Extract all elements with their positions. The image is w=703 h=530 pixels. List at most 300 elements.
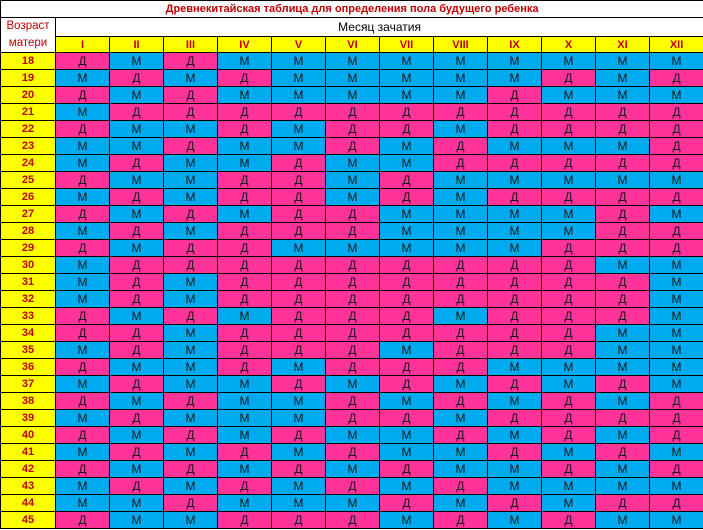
- boy-cell: М: [56, 70, 110, 87]
- girl-cell: Д: [488, 257, 542, 274]
- month-group-header: Месяц зачатия: [56, 18, 703, 37]
- girl-cell: Д: [488, 274, 542, 291]
- boy-cell: М: [110, 138, 164, 155]
- boy-cell: М: [650, 172, 703, 189]
- boy-cell: М: [488, 172, 542, 189]
- girl-cell: Д: [218, 512, 272, 529]
- girl-cell: Д: [542, 325, 596, 342]
- month-header-cell: III: [164, 37, 218, 53]
- month-header-cell: VIII: [434, 37, 488, 53]
- boy-cell: М: [218, 138, 272, 155]
- boy-cell: М: [326, 240, 380, 257]
- boy-cell: М: [56, 478, 110, 495]
- girl-cell: Д: [596, 155, 650, 172]
- boy-cell: М: [596, 325, 650, 342]
- mother-age-cell: 35: [1, 342, 56, 359]
- girl-cell: Д: [326, 121, 380, 138]
- boy-cell: М: [326, 376, 380, 393]
- girl-cell: Д: [542, 427, 596, 444]
- table-row: [1, 495, 703, 512]
- girl-cell: Д: [326, 223, 380, 240]
- boy-cell: М: [380, 138, 434, 155]
- girl-cell: Д: [650, 223, 703, 240]
- girl-cell: Д: [380, 325, 434, 342]
- girl-cell: Д: [326, 325, 380, 342]
- boy-cell: М: [272, 444, 326, 461]
- girl-cell: Д: [326, 342, 380, 359]
- boy-cell: М: [542, 53, 596, 70]
- girl-cell: Д: [434, 393, 488, 410]
- boy-cell: М: [218, 206, 272, 223]
- girl-cell: Д: [596, 376, 650, 393]
- boy-cell: М: [326, 461, 380, 478]
- boy-cell: М: [488, 427, 542, 444]
- girl-cell: Д: [434, 342, 488, 359]
- boy-cell: М: [380, 206, 434, 223]
- boy-cell: М: [272, 138, 326, 155]
- boy-cell: М: [326, 155, 380, 172]
- table-row: [1, 155, 703, 172]
- boy-cell: М: [326, 427, 380, 444]
- table-row: [1, 274, 703, 291]
- girl-cell: Д: [650, 240, 703, 257]
- table-row: [1, 189, 703, 206]
- boy-cell: М: [164, 274, 218, 291]
- boy-cell: М: [434, 410, 488, 427]
- boy-cell: М: [110, 427, 164, 444]
- girl-cell: Д: [110, 410, 164, 427]
- girl-cell: Д: [488, 495, 542, 512]
- mother-age-cell: 45: [1, 512, 56, 529]
- boy-cell: М: [434, 87, 488, 104]
- table-row: [1, 257, 703, 274]
- girl-cell: Д: [272, 206, 326, 223]
- boy-cell: М: [596, 87, 650, 104]
- mother-age-cell: 21: [1, 104, 56, 121]
- boy-cell: М: [380, 223, 434, 240]
- girl-cell: Д: [56, 240, 110, 257]
- boy-cell: М: [326, 495, 380, 512]
- table-row: [1, 206, 703, 223]
- mother-age-cell: 43: [1, 478, 56, 495]
- boy-cell: М: [434, 461, 488, 478]
- girl-cell: Д: [218, 291, 272, 308]
- girl-cell: Д: [596, 308, 650, 325]
- table-row: [1, 87, 703, 104]
- girl-cell: Д: [218, 478, 272, 495]
- girl-cell: Д: [164, 495, 218, 512]
- boy-cell: М: [110, 461, 164, 478]
- boy-cell: М: [434, 495, 488, 512]
- months-row: [1, 37, 703, 53]
- boy-cell: М: [596, 70, 650, 87]
- boy-cell: М: [164, 410, 218, 427]
- boy-cell: М: [272, 70, 326, 87]
- girl-cell: Д: [542, 291, 596, 308]
- boy-cell: М: [56, 274, 110, 291]
- girl-cell: Д: [56, 53, 110, 70]
- girl-cell: Д: [380, 410, 434, 427]
- girl-cell: Д: [542, 70, 596, 87]
- girl-cell: Д: [326, 206, 380, 223]
- girl-cell: Д: [380, 189, 434, 206]
- boy-cell: М: [272, 240, 326, 257]
- boy-cell: М: [218, 376, 272, 393]
- girl-cell: Д: [542, 189, 596, 206]
- girl-cell: Д: [650, 138, 703, 155]
- boy-cell: М: [56, 444, 110, 461]
- girl-cell: Д: [272, 155, 326, 172]
- mother-age-cell: 27: [1, 206, 56, 223]
- girl-cell: Д: [596, 495, 650, 512]
- boy-cell: М: [650, 325, 703, 342]
- boy-cell: М: [596, 512, 650, 529]
- girl-cell: Д: [596, 240, 650, 257]
- boy-cell: М: [164, 342, 218, 359]
- table-row: [1, 53, 703, 70]
- boy-cell: М: [380, 444, 434, 461]
- girl-cell: Д: [650, 104, 703, 121]
- girl-cell: Д: [488, 444, 542, 461]
- boy-cell: М: [650, 342, 703, 359]
- girl-cell: Д: [596, 444, 650, 461]
- girl-cell: Д: [272, 189, 326, 206]
- table-row: [1, 138, 703, 155]
- girl-cell: Д: [164, 138, 218, 155]
- girl-cell: Д: [326, 478, 380, 495]
- girl-cell: Д: [326, 359, 380, 376]
- girl-cell: Д: [650, 427, 703, 444]
- mother-age-cell: 37: [1, 376, 56, 393]
- month-header-cell: XI: [596, 37, 650, 53]
- girl-cell: Д: [164, 461, 218, 478]
- boy-cell: М: [488, 206, 542, 223]
- boy-cell: М: [488, 393, 542, 410]
- girl-cell: Д: [56, 359, 110, 376]
- girl-cell: Д: [272, 342, 326, 359]
- girl-cell: Д: [272, 308, 326, 325]
- boy-cell: М: [596, 257, 650, 274]
- table-row: [1, 240, 703, 257]
- girl-cell: Д: [110, 104, 164, 121]
- girl-cell: Д: [488, 104, 542, 121]
- boy-cell: М: [434, 223, 488, 240]
- boy-cell: М: [596, 53, 650, 70]
- boy-cell: М: [272, 87, 326, 104]
- girl-cell: Д: [272, 512, 326, 529]
- girl-cell: Д: [434, 359, 488, 376]
- girl-cell: Д: [110, 70, 164, 87]
- girl-cell: Д: [380, 359, 434, 376]
- girl-cell: Д: [542, 512, 596, 529]
- girl-cell: Д: [272, 325, 326, 342]
- boy-cell: М: [434, 189, 488, 206]
- table-body: [1, 1, 703, 529]
- boy-cell: М: [488, 240, 542, 257]
- boy-cell: М: [56, 291, 110, 308]
- boy-cell: М: [164, 512, 218, 529]
- boy-cell: М: [434, 240, 488, 257]
- girl-cell: Д: [164, 87, 218, 104]
- boy-cell: М: [326, 172, 380, 189]
- girl-cell: Д: [326, 291, 380, 308]
- boy-cell: М: [218, 53, 272, 70]
- girl-cell: Д: [488, 325, 542, 342]
- month-header-cell: XII: [650, 37, 703, 53]
- boy-cell: М: [164, 155, 218, 172]
- girl-cell: Д: [110, 291, 164, 308]
- boy-cell: М: [596, 393, 650, 410]
- boy-cell: М: [56, 342, 110, 359]
- girl-cell: Д: [380, 308, 434, 325]
- boy-cell: М: [650, 512, 703, 529]
- boy-cell: М: [110, 495, 164, 512]
- girl-cell: Д: [488, 410, 542, 427]
- boy-cell: М: [542, 495, 596, 512]
- boy-cell: М: [434, 121, 488, 138]
- girl-cell: Д: [434, 155, 488, 172]
- boy-cell: М: [488, 70, 542, 87]
- boy-cell: М: [164, 325, 218, 342]
- boy-cell: М: [542, 87, 596, 104]
- girl-cell: Д: [380, 495, 434, 512]
- boy-cell: М: [272, 393, 326, 410]
- mother-age-cell: 28: [1, 223, 56, 240]
- girl-cell: Д: [596, 104, 650, 121]
- girl-cell: Д: [164, 308, 218, 325]
- mother-age-cell: 38: [1, 393, 56, 410]
- girl-cell: Д: [164, 240, 218, 257]
- mother-age-cell: 33: [1, 308, 56, 325]
- boy-cell: М: [56, 138, 110, 155]
- boy-cell: М: [542, 206, 596, 223]
- girl-cell: Д: [110, 376, 164, 393]
- girl-cell: Д: [380, 376, 434, 393]
- boy-cell: М: [488, 138, 542, 155]
- girl-cell: Д: [542, 121, 596, 138]
- boy-cell: М: [218, 410, 272, 427]
- boy-cell: М: [56, 189, 110, 206]
- girl-cell: Д: [380, 104, 434, 121]
- boy-cell: М: [272, 478, 326, 495]
- boy-cell: М: [650, 376, 703, 393]
- girl-cell: Д: [380, 172, 434, 189]
- boy-cell: М: [488, 512, 542, 529]
- girl-cell: Д: [272, 223, 326, 240]
- girl-cell: Д: [650, 70, 703, 87]
- boy-cell: М: [218, 308, 272, 325]
- girl-cell: Д: [56, 206, 110, 223]
- boy-cell: М: [110, 53, 164, 70]
- girl-cell: Д: [542, 342, 596, 359]
- girl-cell: Д: [434, 138, 488, 155]
- boy-cell: М: [650, 291, 703, 308]
- boy-cell: М: [164, 172, 218, 189]
- girl-cell: Д: [542, 308, 596, 325]
- boy-cell: М: [380, 70, 434, 87]
- girl-cell: Д: [272, 257, 326, 274]
- table-row: [1, 342, 703, 359]
- girl-cell: Д: [650, 393, 703, 410]
- boy-cell: М: [650, 444, 703, 461]
- girl-cell: Д: [488, 291, 542, 308]
- girl-cell: Д: [326, 444, 380, 461]
- mother-age-cell: 20: [1, 87, 56, 104]
- boy-cell: М: [380, 393, 434, 410]
- girl-cell: Д: [56, 87, 110, 104]
- boy-cell: М: [218, 155, 272, 172]
- table-row: [1, 427, 703, 444]
- boy-cell: М: [650, 274, 703, 291]
- boy-cell: М: [164, 223, 218, 240]
- girl-cell: Д: [434, 325, 488, 342]
- girl-cell: Д: [110, 189, 164, 206]
- girl-cell: Д: [56, 172, 110, 189]
- boy-cell: М: [218, 495, 272, 512]
- boy-cell: М: [380, 155, 434, 172]
- boy-cell: М: [110, 87, 164, 104]
- girl-cell: Д: [650, 155, 703, 172]
- table-row: [1, 325, 703, 342]
- girl-cell: Д: [272, 427, 326, 444]
- boy-cell: М: [326, 189, 380, 206]
- girl-cell: Д: [164, 393, 218, 410]
- boy-cell: М: [218, 393, 272, 410]
- month-header-cell: X: [542, 37, 596, 53]
- mother-age-cell: 18: [1, 53, 56, 70]
- girl-cell: Д: [542, 393, 596, 410]
- boy-cell: М: [542, 376, 596, 393]
- girl-cell: Д: [56, 325, 110, 342]
- boy-cell: М: [596, 461, 650, 478]
- boy-cell: М: [164, 444, 218, 461]
- girl-cell: Д: [218, 325, 272, 342]
- boy-cell: М: [164, 478, 218, 495]
- table-row: [1, 223, 703, 240]
- girl-cell: Д: [326, 104, 380, 121]
- boy-cell: М: [488, 53, 542, 70]
- mother-age-cell: 36: [1, 359, 56, 376]
- boy-cell: М: [56, 376, 110, 393]
- boy-cell: М: [380, 512, 434, 529]
- girl-cell: Д: [650, 410, 703, 427]
- girl-cell: Д: [488, 121, 542, 138]
- boy-cell: М: [56, 410, 110, 427]
- boy-cell: М: [164, 376, 218, 393]
- boy-cell: М: [326, 87, 380, 104]
- boy-cell: М: [56, 223, 110, 240]
- boy-cell: М: [272, 53, 326, 70]
- girl-cell: Д: [434, 427, 488, 444]
- table-row: [1, 512, 703, 529]
- girl-cell: Д: [218, 274, 272, 291]
- table-row: [1, 376, 703, 393]
- boy-cell: М: [434, 308, 488, 325]
- mother-age-cell: 32: [1, 291, 56, 308]
- table-title: Древнекитайская таблица для определения пола будущего ребенка: [1, 1, 703, 18]
- month-header-cell: I: [56, 37, 110, 53]
- girl-cell: Д: [542, 410, 596, 427]
- mother-age-cell: 31: [1, 274, 56, 291]
- boy-cell: М: [164, 359, 218, 376]
- girl-cell: Д: [380, 291, 434, 308]
- girl-cell: Д: [110, 342, 164, 359]
- girl-cell: Д: [650, 461, 703, 478]
- boy-cell: М: [272, 495, 326, 512]
- boy-cell: М: [110, 240, 164, 257]
- girl-cell: Д: [272, 104, 326, 121]
- boy-cell: М: [56, 104, 110, 121]
- boy-cell: М: [488, 359, 542, 376]
- girl-cell: Д: [326, 512, 380, 529]
- boy-cell: М: [434, 172, 488, 189]
- boy-cell: М: [542, 478, 596, 495]
- month-header-cell: IV: [218, 37, 272, 53]
- girl-cell: Д: [596, 291, 650, 308]
- boy-cell: М: [488, 478, 542, 495]
- girl-cell: Д: [56, 393, 110, 410]
- girl-cell: Д: [434, 512, 488, 529]
- girl-cell: Д: [434, 257, 488, 274]
- boy-cell: М: [272, 121, 326, 138]
- month-header-cell: VI: [326, 37, 380, 53]
- girl-cell: Д: [272, 172, 326, 189]
- girl-cell: Д: [596, 189, 650, 206]
- boy-cell: М: [326, 53, 380, 70]
- girl-cell: Д: [272, 376, 326, 393]
- girl-cell: Д: [596, 223, 650, 240]
- boy-cell: М: [110, 308, 164, 325]
- mother-age-cell: 30: [1, 257, 56, 274]
- girl-cell: Д: [272, 274, 326, 291]
- boy-cell: М: [434, 376, 488, 393]
- boy-cell: М: [380, 342, 434, 359]
- boy-cell: М: [380, 427, 434, 444]
- girl-cell: Д: [110, 478, 164, 495]
- boy-cell: М: [542, 223, 596, 240]
- girl-cell: Д: [110, 444, 164, 461]
- girl-cell: Д: [326, 308, 380, 325]
- girl-cell: Д: [650, 495, 703, 512]
- girl-cell: Д: [56, 461, 110, 478]
- girl-cell: Д: [110, 223, 164, 240]
- mother-age-cell: 26: [1, 189, 56, 206]
- table-row: [1, 478, 703, 495]
- table-row: [1, 172, 703, 189]
- month-header-cell: II: [110, 37, 164, 53]
- girl-cell: Д: [542, 155, 596, 172]
- girl-cell: Д: [380, 274, 434, 291]
- boy-cell: М: [596, 342, 650, 359]
- boy-cell: М: [596, 359, 650, 376]
- girl-cell: Д: [56, 121, 110, 138]
- girl-cell: Д: [218, 223, 272, 240]
- girl-cell: Д: [56, 512, 110, 529]
- boy-cell: М: [542, 172, 596, 189]
- boy-cell: М: [434, 444, 488, 461]
- girl-cell: Д: [434, 478, 488, 495]
- girl-cell: Д: [326, 257, 380, 274]
- girl-cell: Д: [218, 121, 272, 138]
- table-row: [1, 359, 703, 376]
- girl-cell: Д: [56, 308, 110, 325]
- girl-cell: Д: [110, 155, 164, 172]
- boy-cell: М: [650, 257, 703, 274]
- girl-cell: Д: [596, 274, 650, 291]
- boy-cell: М: [380, 478, 434, 495]
- girl-cell: Д: [326, 138, 380, 155]
- girl-cell: Д: [110, 257, 164, 274]
